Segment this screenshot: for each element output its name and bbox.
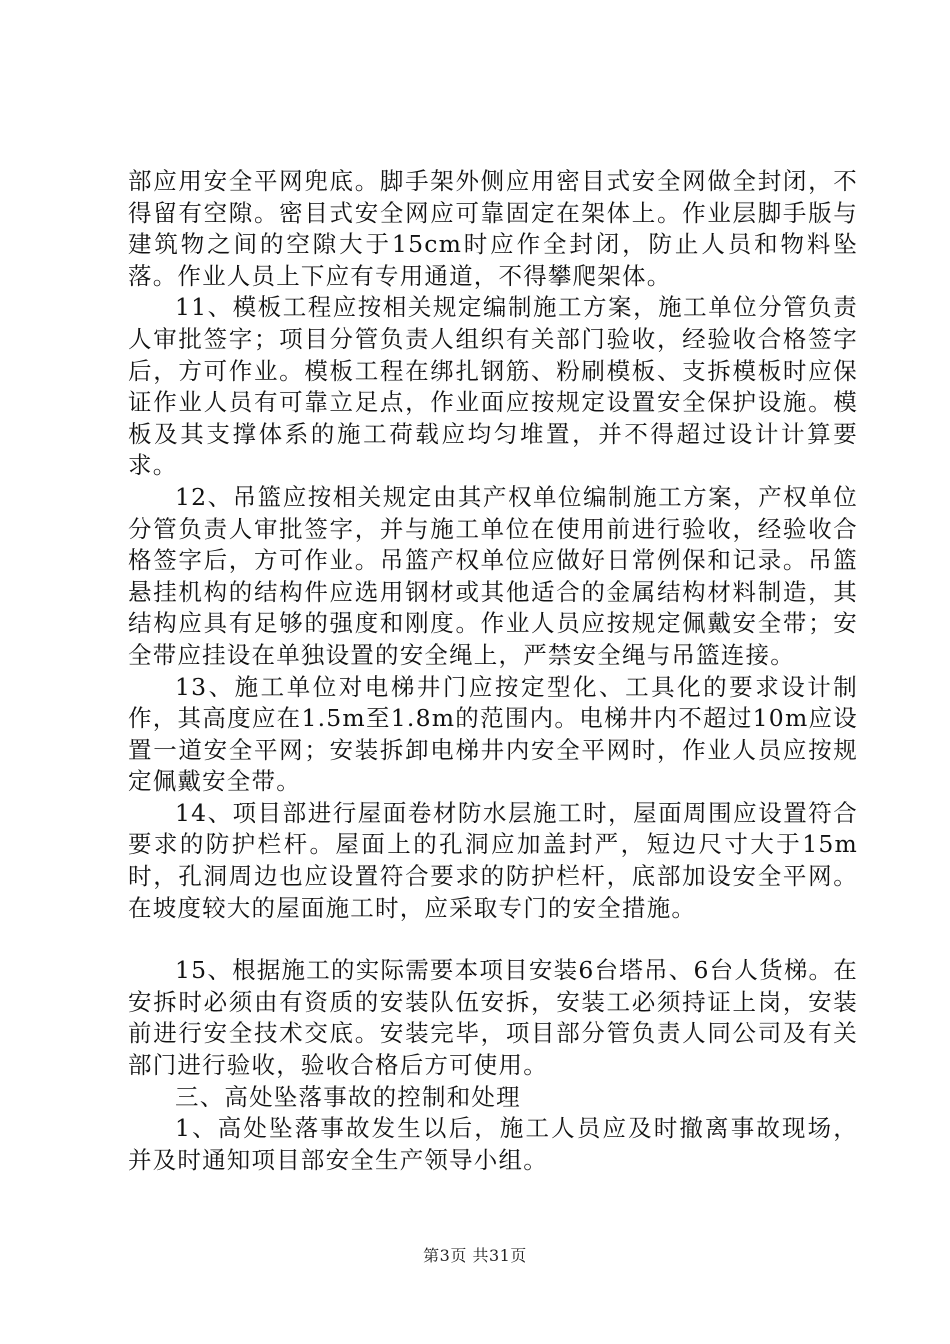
paragraph-item-13: 13、施工单位对电梯井门应按定型化、工具化的要求设计制作，其高度应在1.5m至1.8m的范围内。电梯井内不超过10m应设置一道安全平网；安装拆卸电梯井内安全平网时，作业人员应按规定佩戴安全带。: [128, 672, 858, 796]
paragraph-section3-item-1: 1、高处坠落事故发生以后，施工人员应及时撤离事故现场，并及时通知项目部安全生产领导小组。: [128, 1114, 858, 1174]
document-body: [128, 166, 858, 1176]
paragraph-item-11: 11、模板工程应按相关规定编制施工方案，施工单位分管负责人审批签字；项目分管负责人组织有关部门验收，经验收合格签字后，方可作业。模板工程在绑扎钢筋、粉刷模板、支拆模板时应保证作业人员有可靠立足点，作业面应按规定设置安全保护设施。模板及其支撑体系的施工荷载应均匀堆置，并不得超过设计计算要求。: [128, 293, 858, 480]
page-number-footer: 第3页 共31页: [423, 1246, 527, 1265]
paragraph-item-14: 14、项目部进行屋面卷材防水层施工时，屋面周围应设置符合要求的防护栏杆。屋面上的孔洞应加盖封严，短边尺寸大于15m时，孔洞周边也应设置符合要求的防护栏杆，底部加设安全平网。在坡度较大的屋面施工时，应采取专门的安全措施。: [128, 798, 858, 922]
paragraph-item-12: 12、吊篮应按相关规定由其产权单位编制施工方案，产权单位分管负责人审批签字，并与施工单位在使用前进行验收，经验收合格签字后，方可作业。吊篮产权单位应做好日常例保和记录。吊篮悬挂机构的结构件应选用钢材或其他适合的金属结构材料制造，其结构应具有足够的强度和刚度。作业人员应按规定佩戴安全带；安全带应挂设在单独设置的安全绳上，严禁安全绳与吊篮连接。: [128, 482, 858, 669]
paragraph-continuation: 部应用安全平网兜底。脚手架外侧应用密目式安全网做全封闭，不得留有空隙。密目式安全网应可靠固定在架体上。作业层脚手版与建筑物之间的空隙大于15cm时应作全封闭，防止人员和物料坠落。作业人员上下应有专用通道，不得攀爬架体。: [128, 167, 858, 290]
paragraph-item-15: 15、根据施工的实际需要本项目安装6台塔吊、6台人货梯。在安拆时必须由有资质的安装队伍安拆，安装工必须持证上岗，安装前进行安全技术交底。安装完毕，项目部分管负责人同公司及有关部门进行验收，验收合格后方可使用。: [128, 956, 858, 1080]
section-heading: 三、高处坠落事故的控制和处理: [175, 1082, 521, 1111]
